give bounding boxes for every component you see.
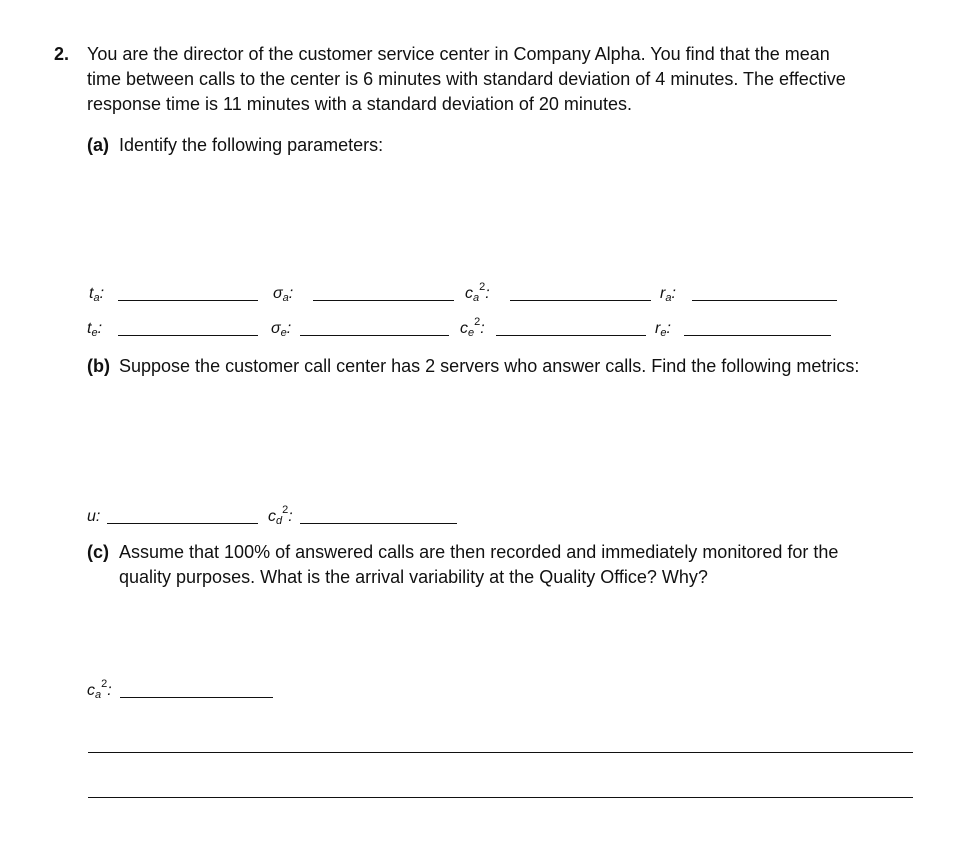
part-a-text: Identify the following parameters: [119,135,384,155]
part-b-text: Suppose the customer call center has 2 servers who answer calls. Find the following metrics: [119,356,860,376]
question-number: 2. [54,44,70,64]
re-answer-line[interactable] [684,335,831,336]
sigma-a-label: $\sigma_a$: [273,285,294,304]
te-answer-line[interactable] [118,335,258,336]
part-b-label: (b) [87,356,110,376]
part-a-label: (a) [87,135,109,155]
ce2-answer-line[interactable] [496,335,646,336]
re-label: $r_e$: [655,320,671,339]
ta-answer-line[interactable] [118,300,258,301]
explanation-line-1[interactable] [88,752,913,753]
ca2-label: $c_a^2$: [465,281,490,304]
part-c-label: (c) [87,542,109,562]
u-label: u: [87,508,101,525]
ta-label: $t_a$: [89,285,105,304]
ca2-c-label: $c_a^2$: [87,678,112,701]
part-c-text-line-1: Assume that 100% of answered calls are then recorded and immediately monitored for the [119,542,839,562]
u-answer-line[interactable] [107,523,258,524]
ra-answer-line[interactable] [692,300,837,301]
te-label: $t_e$: [87,320,103,339]
explanation-line-2[interactable] [88,797,913,798]
ca2-answer-line[interactable] [510,300,651,301]
cd2-label: $c_d^2$: [268,504,293,527]
part-c-text-line-2: quality purposes. What is the arrival variability at the Quality Office? Why? [119,567,708,587]
cd2-answer-line[interactable] [300,523,457,524]
question-text-line-3: response time is 11 minutes with a standard deviation of 20 minutes. [87,94,632,114]
sigma-e-label: $\sigma_e$: [271,320,292,339]
ce2-label: $c_e^2$: [460,316,485,339]
question-text-line-1: You are the director of the customer service center in Company Alpha. You find that the mean [87,44,830,64]
ca2-c-answer-line[interactable] [120,697,273,698]
sigma-a-answer-line[interactable] [313,300,454,301]
ra-label: $r_a$: [660,285,676,304]
sigma-e-answer-line[interactable] [300,335,449,336]
question-text-line-2: time between calls to the center is 6 minutes with standard deviation of 4 minutes. The effective [87,69,846,89]
